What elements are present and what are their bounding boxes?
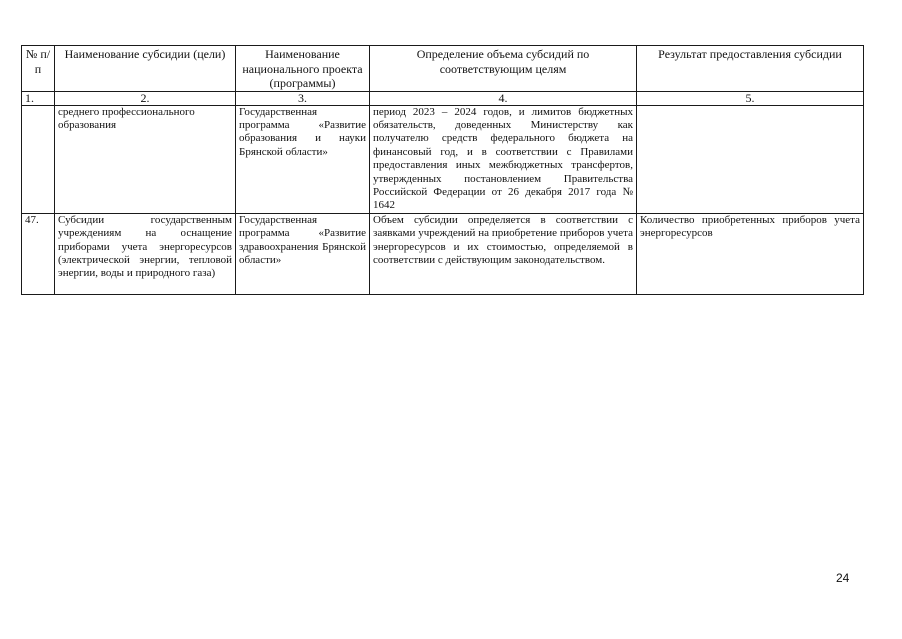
header-subsidy-name: Наименование субсидии (цели) xyxy=(55,46,236,92)
definition-cell: Объем субсидии определяется в соответствии с заявками учреждений на приобретение приборов учета энергоресурсов и их стоимостью, определяемой в соответствии с действующим законодательством. xyxy=(370,213,637,294)
header-result: Результат предоставления субсидии xyxy=(637,46,864,92)
row-number: 47. xyxy=(22,213,55,294)
header-volume-definition: Определение объема субсидий по соответствующим целям xyxy=(370,46,637,92)
table-row xyxy=(22,213,864,294)
column-number: 5. xyxy=(637,91,864,105)
table-row xyxy=(22,105,864,213)
result-cell xyxy=(637,105,864,213)
subsidy-name-cell: Субсидии государственным учреждениям на оснащение приборами учета энергоресурсов (электрической энергии, тепловой энергии, воды и природного газа) xyxy=(55,213,236,294)
page-number: 24 xyxy=(836,571,850,585)
header-national-project: Наименование национального проекта (программы) xyxy=(236,46,370,92)
column-number: 4. xyxy=(370,91,637,105)
result-cell: Количество приобретенных приборов учета энергоресурсов xyxy=(637,213,864,294)
column-number: 2. xyxy=(55,91,236,105)
column-number: 1. xyxy=(22,91,55,105)
subsidy-name-cell: среднего профессионального образования xyxy=(55,105,236,213)
column-number: 3. xyxy=(236,91,370,105)
project-cell: Государственная программа «Развитие здравоохранения Брянской области» xyxy=(236,213,370,294)
subsidy-table xyxy=(21,45,864,295)
table-header-row xyxy=(22,46,864,92)
column-number-row xyxy=(22,91,864,105)
project-cell: Государственная программа «Развитие образования и науки Брянской области» xyxy=(236,105,370,213)
row-number xyxy=(22,105,55,213)
header-number: № п/п xyxy=(22,46,55,92)
definition-cell: период 2023 – 2024 годов, и лимитов бюджетных обязательств, доведенных Министерству как получателю средств федерального бюджета на финансовый год, и в соответствии с Правилами предоставления иных межбюджетных трансфертов, утвержденных постановлением Правительства Российской Федерации от 26 декабря 2017 года № 1642 xyxy=(370,105,637,213)
